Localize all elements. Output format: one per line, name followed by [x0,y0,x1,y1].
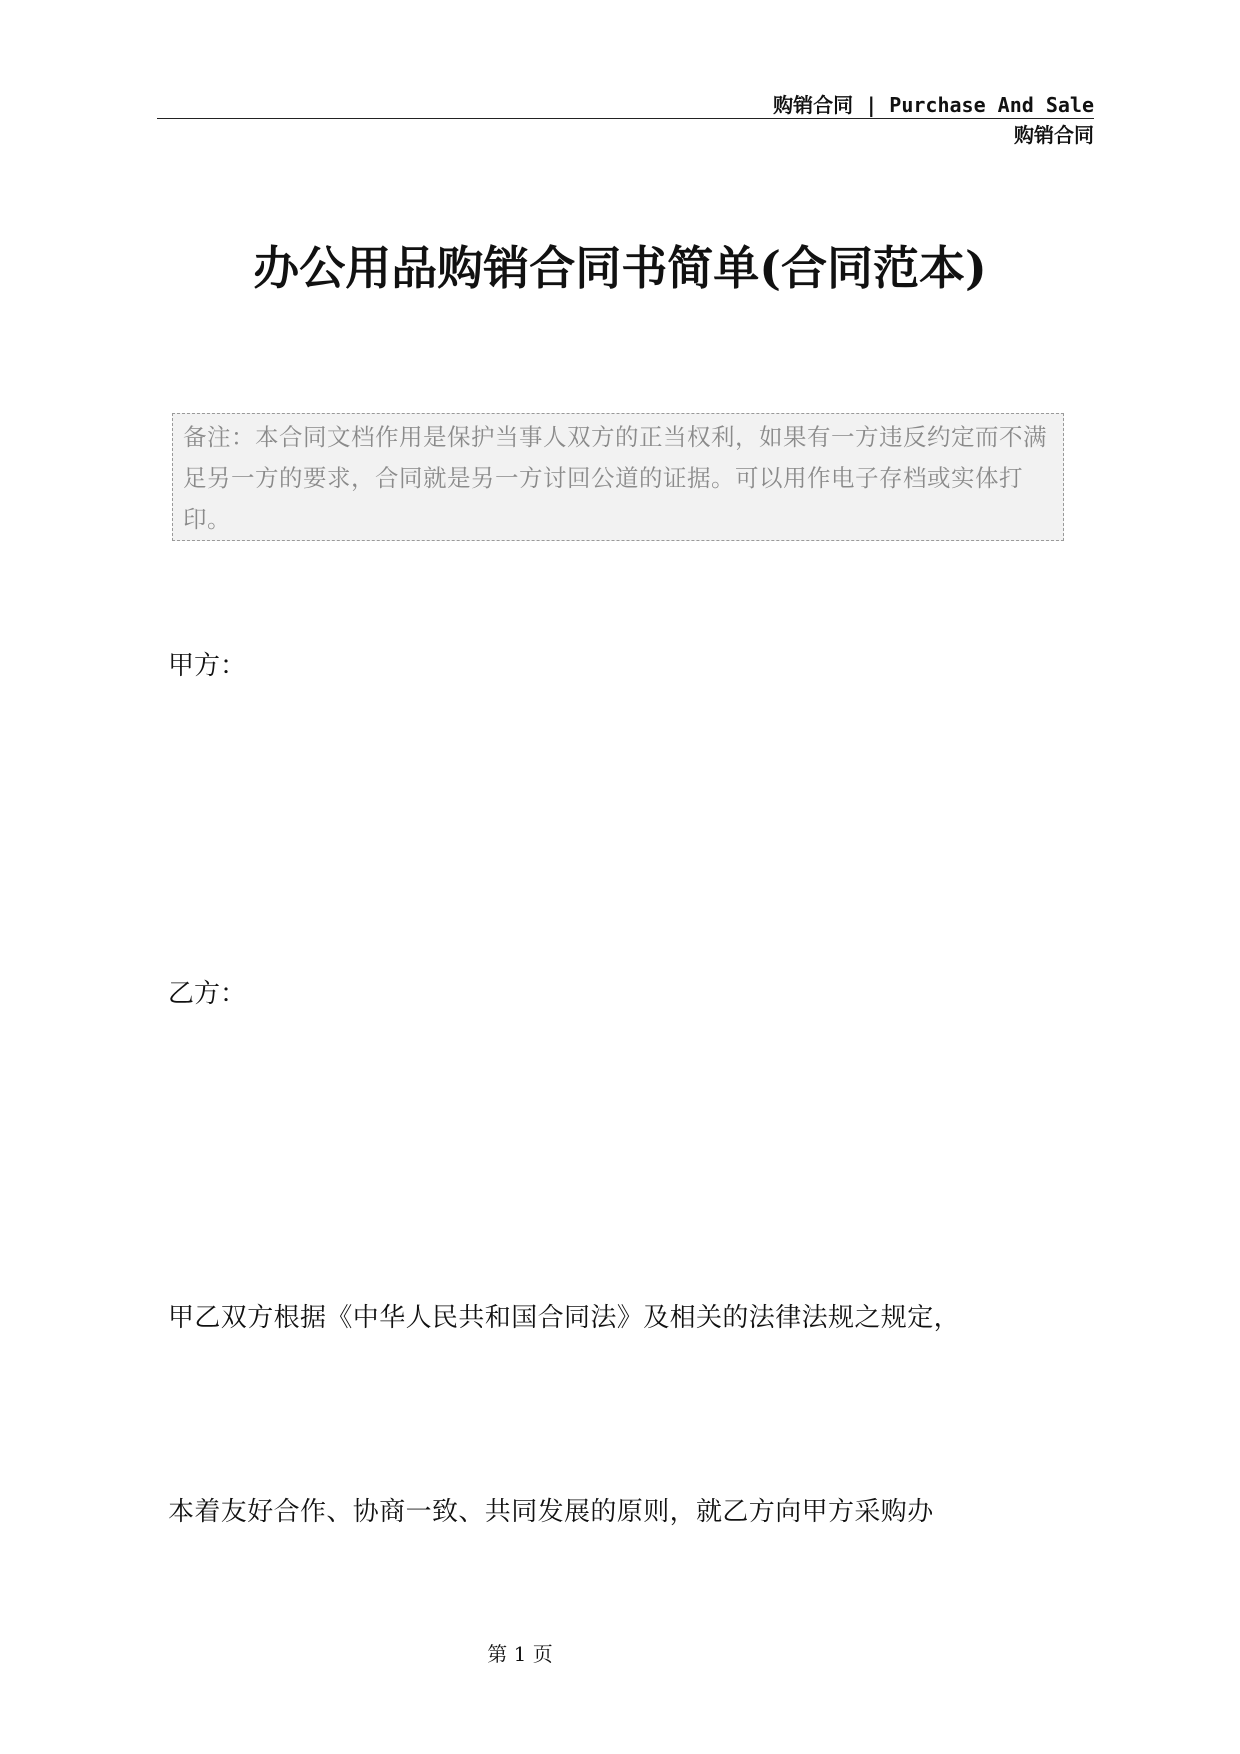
header-title-line: 购销合同 | Purchase And Sale [773,93,1094,117]
page-number: 第 1 页 [487,1642,553,1666]
header-divider [157,118,1094,119]
page-header [773,90,1094,150]
header-subtitle-line: 购销合同 [1014,123,1094,147]
body-paragraph-line: 本着友好合作、协商一致、共同发展的原则，就乙方向甲方采购办 [168,1497,934,1527]
body-paragraph-line: 甲乙双方根据《中华人民共和国合同法》及相关的法律法规之规定， [168,1303,961,1333]
document-title: 办公用品购销合同书简单(合同范本) [253,241,987,295]
party-b-label: 乙方： [168,979,247,1009]
disclaimer-note-box: 备注：本合同文档作用是保护当事人双方的正当权利，如果有一方违反约定而不满足另一方的要求，合同就是另一方讨回公道的证据。可以用作电子存档或实体打印。 [172,413,1064,541]
party-a-label: 甲方： [168,651,247,681]
